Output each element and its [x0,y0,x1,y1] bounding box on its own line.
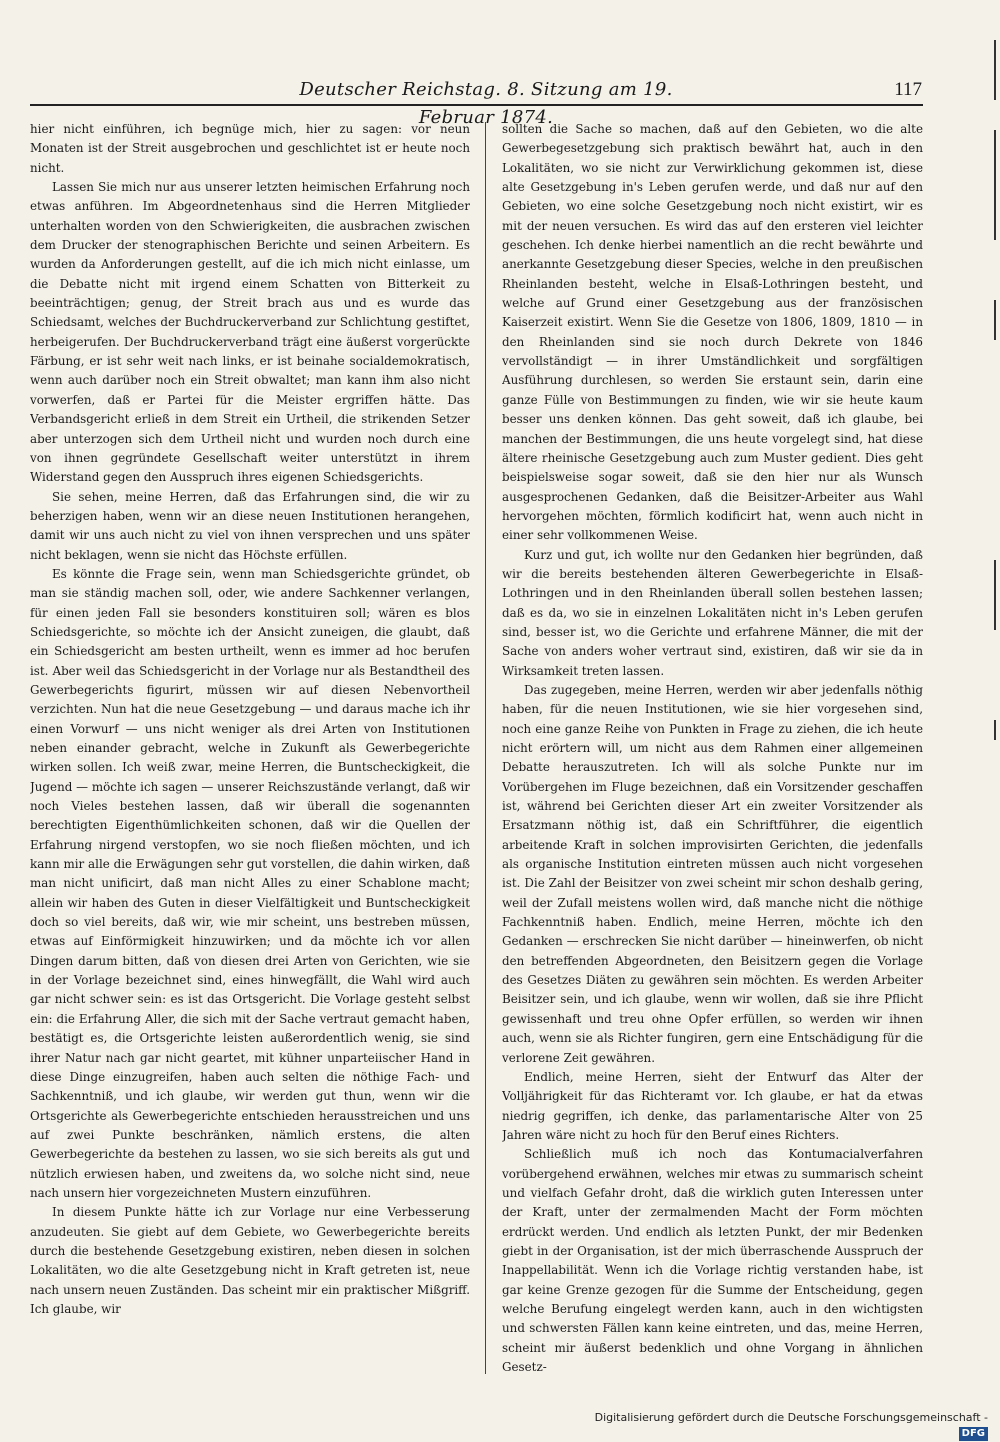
running-header [0,76,1000,128]
footer-text: Digitalisierung gefördert durch die Deutsche Forschungsgemeinschaft - [594,1411,988,1424]
footer-credit [580,1410,988,1439]
left-column [30,120,470,1378]
paragraph: Lassen Sie mich nur aus unserer letzten heimischen Erfahrung noch etwas anführen. Im Abgeordnetenhaus sind die Herren Mitglieder unterhalten worden von den Schwierigkeiten, die ausbrachen zwischen dem Drucker der stenographischen Berichte und seinen Arbeitern. Es wurden da Anforderungen gestellt, auf die ich mich nicht einlasse, um die Debatte nicht mit irgend einem Schatten von Bitterkeit zu beeinträchtigen; genug, der Streit brach aus und es wurde das Schiedsamt, welches der Buchdruckerverband zur Schlichtung gestiftet, herbeigerufen. Der Buchdruckerverband trägt eine äußerst vorgerückte Färbung, er ist sehr weit nach links, er ist beinahe socialdemokratisch, wenn auch darüber noch ein Streit obwaltet; man kann ihm also nicht vorwerfen, daß er Partei für die Meister ergriffen hätte. Das Verbandsgericht erließ in dem Streit ein Urtheil, die strikenden Setzer aber unterzogen sich dem Urtheil nicht und wurden noch durch eine von ihnen gegründete Gesellschaft weiter unterstützt in ihrem Widerstand gegen den Ausspruch ihres eigenen Schiedsgerichts. [30,180,470,485]
paragraph: Schließlich muß ich noch das Kontumacialverfahren vorübergehend erwähnen, welches mir etwas zu summarisch scheint und vielfach Gefahr droht, daß die wirklich guten Interessen unter der Kraft, unter der zermalmenden Macht der Form möchten erdrückt werden. Und endlich als letzten Punkt, der mir Bedenken giebt in der Organisation, ist der mich überraschende Ausspruch der Inappellabilität. Wenn ich die Vorlage richtig verstanden habe, ist gar keine Grenze gezogen für die Summe der Entscheidung, gegen welche Berufung eingelegt werden kann, auch in den wichtigsten und schwersten Fällen kann keine eintreten, und das, meine Herren, scheint mir äußerst bedenklich und ohne Vorgang in ähnlichen Gesetz- [502,1147,923,1374]
header-title: Deutscher Reichstag. 8. Sitzung am 19. Februar 1874. [299,79,673,128]
paragraph: sollten die Sache so machen, daß auf den Gebieten, wo die alte Gewerbegesetzgebung sich praktisch bewährt hat, auch in den Lokalitäten, wo sie nicht zur Verwirklichung gekommen ist, diese alte Gesetzgebung in's Leben gerufen werde, und daß nur auf den Gebieten, wo eine solche Gesetzgebung noch nicht existirt, wir es mit der neuen versuchen. Es wird das auf den ersteren viel leichter geschehen. Ich denke hierbei namentlich an die recht bewährte und anerkannte Gesetzgebung dieser Species, welche in den preußischen Rheinlanden besteht, welche in Elsaß-Lothringen besteht, und welche auf Grund einer Gesetzgebung aus der französischen Kaiserzeit existirt. Wenn Sie die Gesetze von 1806, 1809, 1810 — in den Rheinlanden sind sie noch durch Dekrete von 1846 vervollständigt — in ihrer Umständlichkeit und sorgfältigen Ausführung durchlesen, so werden Sie erstaunt sein, darin eine ganze Fülle von Bestimmungen zu finden, wie wir sie heute kaum besser uns denken können. Das geht soweit, daß ich glaube, bei manchen der Bestimmungen, die uns heute vorgelegt sind, hat diese ältere rheinische Gesetzgebung auch zum Muster gedient. Dies geht beispielsweise sogar soweit, daß sie den hier nur als Wunsch ausgesprochenen Gedanken, daß die Beisitzer-Arbeiter aus Wahl hervorgehen möchten, förmlich kodificirt hat, wenn auch nicht in einer sehr vollkommenen Weise. [502,122,923,543]
paragraph: Das zugegeben, meine Herren, werden wir aber jedenfalls nöthig haben, für die neuen Institutionen, wie sie hier vorgesehen sind, noch eine ganze Reihe von Punkten in Frage zu ziehen, die ich heute nicht erörtern will, um nicht aus dem Rahmen einer allgemeinen Debatte herauszutreten. Ich will als solche Punkte nur im Vorübergehen im Fluge bezeichnen, daß ein Vorsitzender geschaffen ist, während bei Gerichten dieser Art ein zweiter Vorsitzender als Ersatzmann nöthig ist, daß ein Schriftführer, die eigentlich arbeitende Kraft in solchen improvisirten Gerichten, die jedenfalls als organische Institution eintreten müssen auch nicht vorgesehen ist. Die Zahl der Beisitzer von zwei scheint mir schon deshalb gering, weil der Zufall meistens wollen wird, daß manche nicht die nöthige Fachkenntniß haben. Endlich, meine Herren, möchte ich den Gedanken — erschrecken Sie nicht darüber — hineinwerfen, ob nicht den betreffenden Abgeordneten, den Beisitzern gegen die Vorlage des Gesetzes Diäten zu gewähren sein möchten. Es werden Arbeiter Beisitzer sein, und ich glaube, wenn wir wollen, daß sie ihre Pflicht gewissenhaft und treu ohne Opfer erfüllen, so werden wir ihnen auch, wenn sie als Richter fungiren, gern eine Entschädigung für die verlorene Zeit gewähren. [502,682,923,1065]
column-divider [485,122,486,1374]
scan-edge-marks [986,0,1000,1432]
paragraph: In diesem Punkte hätte ich zur Vorlage nur eine Verbesserung anzudeuten. Sie giebt auf dem Gebiete, wo Gewerbegerichte bereits durch die bestehende Gesetzgebung existiren, neben diesen in solchen Lokalitäten, wo die alte Gesetzgebung nicht in Kraft getreten ist, neue nach unsern neuen Zuständen. Das scheint mir ein praktischer Mißgriff. Ich glaube, wir [30,1205,470,1316]
paragraph: Sie sehen, meine Herren, daß das Erfahrungen sind, die wir zu beherzigen haben, wenn wir an diese neuen Institutionen herangehen, damit wir uns auch nicht zu viel von ihnen versprechen und uns später nicht beklagen, wenn sie nicht das Höchste erfüllen. [30,489,470,562]
header-rule [30,104,923,106]
paragraph: hier nicht einführen, ich begnüge mich, hier zu sagen: vor neun Monaten ist der Streit ausgebrochen und geschlichtet ist er heute noch nicht. [30,122,470,175]
page-number: 117 [894,79,922,100]
dfg-logo: DFG [959,1427,988,1441]
paragraph: Kurz und gut, ich wollte nur den Gedanken hier begründen, daß wir die bereits bestehenden älteren Gewerbegerichte in Elsaß-Lothringen und in den Rheinlanden überall sollen bestehen lassen; daß es da, wo sie in einzelnen Lokalitäten nicht in's Leben gerufen sind, besser ist, wo die Gerichte und erfahrene Männer, die mit der Sache von anders woher vertraut sind, existiren, daß wir sie da in Wirksamkeit treten lassen. [502,547,923,678]
paragraph: Es könnte die Frage sein, wenn man Schiedsgerichte gründet, ob man sie ständig machen soll, oder, wie andere Sachkenner verlangen, für einen jeden Fall sie besonders konstituiren soll; wären es blos Schiedsgerichte, so möchte ich der Ansicht zuneigen, die glaubt, daß ein Schiedsgericht am besten urtheilt, wenn es immer ad hoc berufen ist. Aber weil das Schiedsgericht in der Vorlage nur als Bestandtheil des Gewerbegerichts figurirt, müssen wir auf diesen Nebenvortheil verzichten. Nun hat die neue Gesetzgebung — und daraus mache ich ihr einen Vorwurf — uns nicht weniger als drei Arten von Institutionen neben einander gebracht, welche in Zukunft als Gewerbegerichte wirken sollen. Ich weiß zwar, meine Herren, die Buntscheckigkeit, die Jugend — möchte ich sagen — unserer Reichszustände verlangt, daß wir noch Vieles bestehen lassen, daß wir überall die sogenannten berechtigten Eigenthümlichkeiten schonen, daß wir die Quellen der Erfahrung nirgend verstopfen, wo sie noch fließen möchten, und ich kann mir alle die Erwägungen sehr gut vorstellen, die dahin wirken, daß man nicht unificirt, daß man nicht Alles zu einer Schablone macht; allein wir haben des Guten in dieser Vielfältigkeit und Buntscheckigkeit doch so viel bereits, daß wir, wie mir scheint, uns bestreben müssen, etwas auf Einförmigkeit hinzuwirken; und da möchte ich vor allen Dingen darum bitten, daß von diesen drei Arten von Gerichten, wie sie in der Vorlage bezeichnet sind, eines hinwegfällt, die Wahl wird auch gar nicht schwer sein: es ist das Ortsgericht. Die Vorlage gesteht selbst ein: die Erfahrung Aller, die sich mit der Sache vertraut gemacht haben, bestätigt es, die Ortsgerichte leisten außerordentlich wenig, sie sind ihrer Natur nach gar nicht geartet, mit kühner unparteiischer Hand in diese Dinge einzugreifen, haben auch selten die nöthige Fach- und Sachkenntniß, und ich glaube, wir werden gut thun, wenn wir die Ortsgerichte als Gewerbegerichte entschieden herausstreichen und uns auf zwei Punkte beschränken, nämlich erstens, die alten Gewerbegerichte da bestehen zu lassen, wo sie sich bereits als gut und nützlich erwiesen haben, und zweitens da, wo solche nicht sind, neue nach unsern hier vorgezeichneten Mustern einzuführen. [30,566,470,1200]
right-column [502,120,923,1378]
paragraph: Endlich, meine Herren, sieht der Entwurf das Alter der Volljährigkeit für das Richteramt vor. Ich glaube, er hat da etwas niedrig gegriffen, ich denke, das parlamentarische Alter von 25 Jahren wäre nicht zu hoch für den Beruf eines Richters. [502,1069,923,1142]
